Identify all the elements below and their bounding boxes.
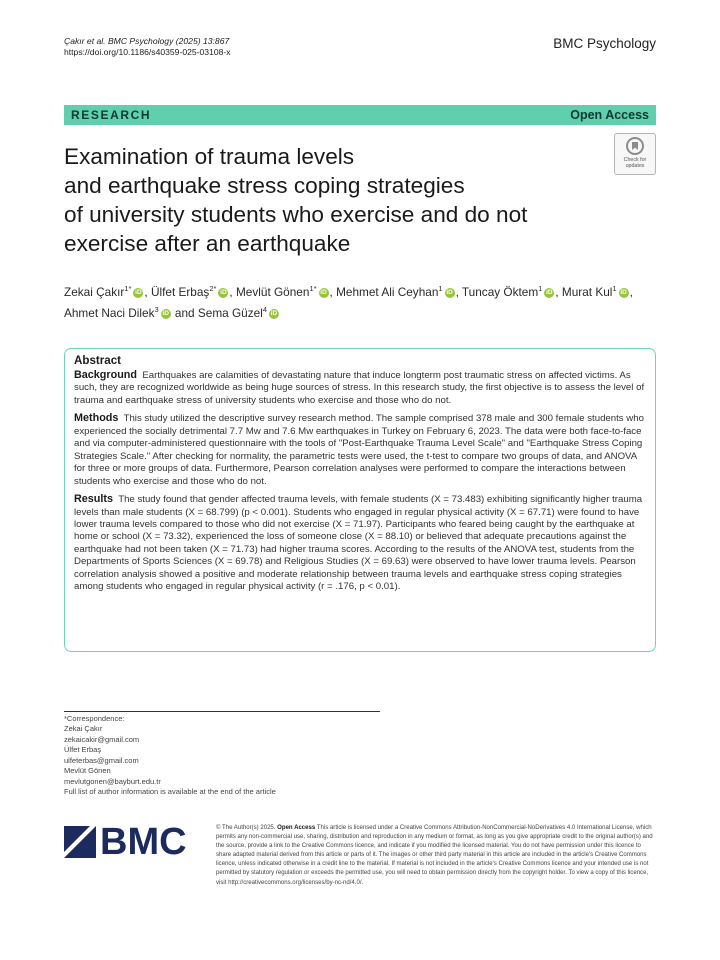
abstract-heading: Abstract [74,354,122,367]
bookmark-icon [626,137,644,155]
title-line: of university students who exercise and do not [64,202,528,227]
author-affiliation: 3 [154,304,159,314]
title-line: Examination of trauma levels [64,144,355,169]
citation: Çakır et al. BMC Psychology (2025) 13:867 [64,36,230,46]
orcid-icon[interactable]: iD [620,288,627,296]
license-body: This article is licensed under a Creative Commons Attribution-NonCommercial-NoDerivatives 4.0 International License, which permits any non-commercial use, sharing, distribution and reproduction in any medium or format, as long as you give appropriate credit to the original author(s) and the source, provide a link to the Creative Commons licence, and indicate if you modified the licensed material. You do not have permission under this licence to share adapted material derived from this article or parts of it. The images or other third party material in this article are included in the article's Creative Commons licence, unless indicated otherwise in a credit line to the material. If material is not included in the article's Creative Commons licence and your intended use is not permitted by statutory regulation or exceeds the permitted use, you will need to obtain permission directly from the copyright holder. To view a copy of this licence, visit http://creativecommons.org/licenses/by-nc-nd/4.0/. [216,825,653,886]
author-line: Zekai Çakır$^{1*}$ iD , Ülfet Erbaş$^{2*}$ iD , Mevlüt Gönen$^{1*}$ iD , Mehmet Ali Ceyhan$^1$ iD , Tuncay Öktem$^1$ iD , Murat Kul$^1$ iD , [64,284,633,299]
correspondence-label: *Correspondence: [64,714,125,723]
section-label: Results [74,493,114,506]
author-affiliation: 1* [309,284,317,293]
author-name[interactable]: Ahmet Naci Dilek [64,305,155,320]
correspondence-line: Ülfet Erbaş [64,745,102,755]
bmc-logo [64,823,199,861]
author-affiliation: 2* [209,284,217,293]
author-name[interactable]: Tuncay Öktem [461,284,539,299]
bmc-logo-mark-icon [64,826,96,858]
author-affiliation: 1 [438,284,443,293]
orcid-icon[interactable]: iD [446,288,453,296]
abstract-background [74,369,646,407]
author-affiliation: 4 [262,304,267,314]
section-label: Methods [74,412,119,425]
license-prefix: © The Author(s) 2025. [216,825,276,831]
author-name[interactable]: Mehmet Ali Ceyhan [336,284,439,299]
article-title [64,142,604,258]
bmc-logo-text: BMC [100,821,187,863]
orcid-icon[interactable]: iD [162,309,169,317]
section-text: The study found that gender affected trauma levels, with female students (X = 73.483) exhibiting significantly higher trauma levels than male students (X = 68.799) (p < 0.001). Students who engaged in regular physical activity (X = 67.71) were found to have lower trauma levels compared to those who did not exercise (X = 71.97). Participants who feared being caught by the earthquake at home or school (X = 73.32), experienced the loss of someone close (X = 88.10) or believed that adequate precautions against the earthquake had not been taken (X = 71.73) had higher trauma scores. According to the results of the ANOVA test, students from the Departments of Sports Sciences (X = 69.78) and Religious Studies (X = 69.63) were observed to have lower trauma levels. Pearson correlation analysis showed a positive and moderate relationship between trauma levels and earthquake stress coping strategies among students who engaged in regular physical activity (r = .176, p < 0.01). [74,494,643,593]
abstract-results [74,493,646,594]
title-line: and earthquake stress coping strategies [64,173,465,198]
section-label: Background [74,369,137,381]
license-oa: Open Access [277,825,316,831]
orcid-icon[interactable]: iD [320,288,327,296]
check-for-updates-button[interactable] [614,133,656,175]
orcid-icon[interactable]: iD [546,288,553,296]
article-type-banner [64,105,656,125]
journal-name: BMC Psychology [553,36,656,51]
author-name[interactable]: Sema Güzel [197,305,263,320]
correspondence-line: Mevlüt Gönen [64,766,111,776]
author-affiliation: 1* [124,284,132,293]
author-name[interactable]: Ülfet Erbaş [150,284,210,299]
author-affiliation: 1 [538,284,543,293]
author-name[interactable]: Zekai Çakır [64,284,125,299]
article-type: RESEARCH [71,108,152,122]
author-list [64,280,656,322]
correspondence-email[interactable]: ulfeterbas@gmail.com [64,755,139,765]
author-name[interactable]: Murat Kul [561,284,613,299]
correspondence-email[interactable]: zekaicakir@gmail.com [64,734,140,744]
orcid-icon[interactable]: iD [135,288,142,296]
correspondence-line: Zekai Çakır [64,724,103,734]
section-text: This study utilized the descriptive survey research method. The sample comprised 378 male and 300 female students who experienced the socially detrimental 7.7 Mw and 7.6 Mw earthquakes in Turkey on February 6, 2023. The data were both face-to-face and via computer-administered questionnaire with the tools of "Post-Earthquake Trauma Level Scale" and "Earthquake Stress Coping Strategies Scale." After checking for normality, the parametric tests were used, the t-test to compare two groups of data, and ANOVA for three or more groups of data. Furthermore, Pearson correlation analyses were performed to compare the interactions between students who exercise and those who do not. [74,413,644,487]
orcid-icon[interactable]: iD [220,288,227,296]
doi-link[interactable]: https://doi.org/10.1186/s40359-025-03108-x [64,47,231,57]
author-name[interactable]: Mevlüt Gönen [235,284,310,299]
correspondence-block [64,711,380,798]
title-line: exercise after an earthquake [64,231,351,256]
license-text [216,824,656,888]
open-access-label: Open Access [570,108,649,122]
section-text: Earthquakes are calamities of devastating nature that induce longterm post traumatic stress on affected victims. As such, they are recognized worldwide as being huge sources of stress. In this research study, the first objective is to assess the level of trauma and earthquake stress of university students who exercise and those who do not. [74,370,645,406]
check-updates-label: Check for updates [623,157,647,169]
abstract-methods [74,412,646,488]
running-header [64,36,231,58]
abstract-box [64,348,656,652]
author-affiliation: 1 [612,284,617,293]
correspondence-email[interactable]: mevlutgonen@bayburt.edu.tr [64,776,161,786]
author-line: Ahmet Naci Dilek$^3$ iD and Sema Güzel$^4$ iD [64,304,278,320]
orcid-icon[interactable]: iD [270,309,278,317]
correspondence-line: Full list of author information is available at the end of the article [64,787,276,797]
